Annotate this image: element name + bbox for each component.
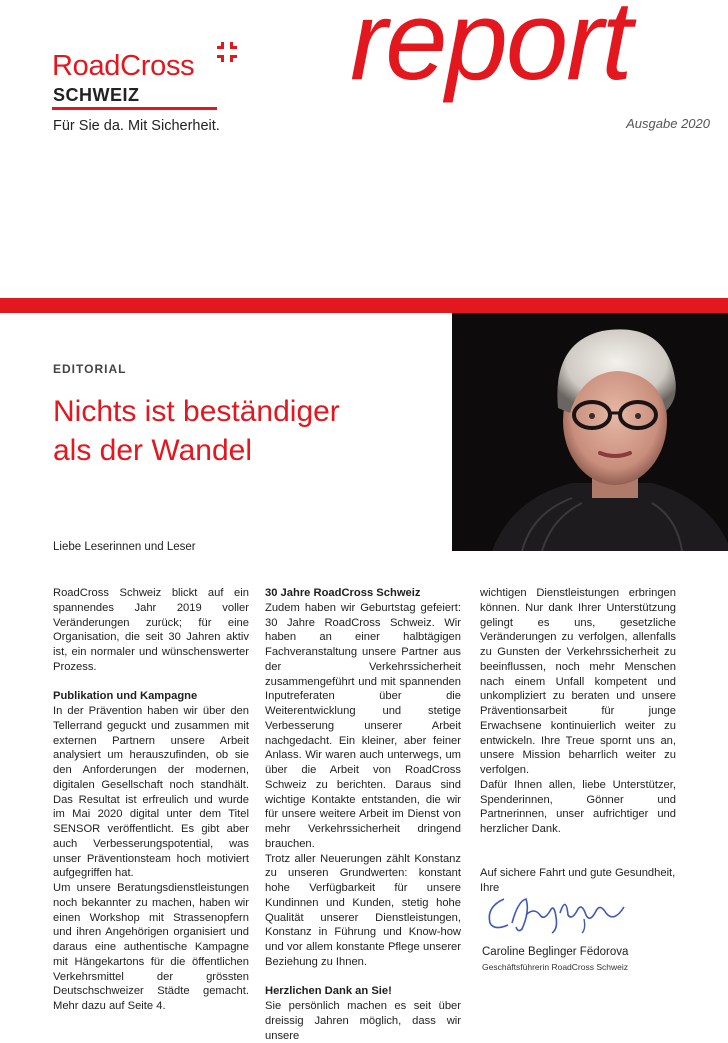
subheading-anniversary: 30 Jahre RoadCross Schweiz xyxy=(265,587,421,599)
section-label: EDITORIAL xyxy=(53,362,127,376)
paragraph: Um unsere Beratungsdienstleistungen noch bekannter zu machen, haben wir einen Workshop mit Strassenopfern und ihren Angehörigen organisiert und daraus eine authentische Kampagne mit Hängekartons für die öffentlichen Verkehrsmittel der grössten Deutschschweizer Städte gemacht. Mehr dazu auf Seite 4. xyxy=(53,882,249,1012)
paragraph: Trotz aller Neuerungen zählt Konstanz zu unseren Grundwerten: konstant hohe Verfügbarkeit für unsere Kundinnen und Kunden, stetig hohe Qualität unserer Dienstleistungen, Konstanz in Führung und Know-how und vor allem konstante Pflege unserer Beziehung zu Ihnen. xyxy=(265,852,461,968)
closing-line: Auf sichere Fahrt und gute Gesundheit, xyxy=(480,867,676,880)
text-column-3 xyxy=(480,586,676,896)
headline xyxy=(53,392,413,470)
red-divider-band xyxy=(0,298,728,313)
headline-line-2: als der Wandel xyxy=(53,434,252,467)
paragraph: In der Prävention haben wir über den Tellerrand geguckt und zusammen mit externen Partnern unsere Arbeit analysiert um herauszufinden, ob sie den Anforderungen der modernen, digitalen Gesellschaft noch standhält. Das Resultat ist erfreulich und wurde im Mai 2020 digital unter dem Titel SENSOR veröffentlicht. Es gibt aber auch Verbesserungspotential, was unser Präventionsteam hoch motiviert aufgegriffen hat. xyxy=(53,705,249,880)
intro-paragraph: RoadCross Schweiz blickt auf ein spannendes Jahr 2019 voller Veränderungen zurück; für eine Organisation, die seit 30 Jahren aktiv ist, ein normaler und wünschenswerter Prozess. xyxy=(53,587,249,673)
headline-line-1: Nichts ist beständiger xyxy=(53,395,340,428)
signer-name: Caroline Beglinger Fëdorova xyxy=(482,946,629,958)
text-column-2 xyxy=(265,586,461,1043)
salutation: Liebe Leserinnen und Leser xyxy=(53,541,196,553)
paragraph: Sie persönlich machen es seit über dreissig Jahren möglich, dass wir unsere xyxy=(265,1000,461,1042)
cross-logo-icon xyxy=(217,42,237,62)
portrait-photo xyxy=(452,313,728,551)
logo-tagline: Für Sie da. Mit Sicherheit. xyxy=(53,118,220,134)
report-title: report xyxy=(350,0,631,103)
logo-country: SCHWEIZ xyxy=(53,85,140,105)
closing-line: Ihre xyxy=(480,882,500,894)
signer-role: Geschäftsführerin RoadCross Schweiz xyxy=(482,962,628,972)
logo-underline xyxy=(52,107,217,110)
edition-label: Ausgabe 2020 xyxy=(626,116,710,131)
subheading-thanks: Herzlichen Dank an Sie! xyxy=(265,985,392,998)
signature-image xyxy=(482,889,652,934)
paragraph: wichtigen Dienstleistungen erbringen können. Nur dank Ihrer Unterstützung gelingt es uns, gesetzliche Veränderungen zu verfolgen, allenfalls zu Gunsten der Verkehrssicherheit zu beeinflussen, noch mehr Menschen nach einem Unfall kompetent und unkompliziert zu beraten und unsere Präventionsarbeit für junge Erwachsene kontinuierlich weiter zu entwickeln. Ihre Treue spornt uns an, unsere Mission beharrlich weiter zu verfolgen. xyxy=(480,587,676,776)
paragraph: Dafür Ihnen allen, liebe Unterstützer, Spenderinnen, Gönner und Partnerinnen, unser aufrichtiger und herzlicher Dank. xyxy=(480,778,676,835)
text-column-1 xyxy=(53,586,249,1014)
paragraph: Zudem haben wir Geburtstag gefeiert: 30 Jahre RoadCross Schweiz. Wir haben an einer halbtägigen Fachveranstaltung unsere Partner aus der Verkehrssicherheit zusammengeführt und mit spannenden Inputreferaten über die Weiterentwicklung und stetige Verbesserung unserer Arbeit nachgedacht. Ein kleiner, aber feiner Anlass. Wir waren auch unterwegs, um über die Arbeit von RoadCross Schweiz zu berichten. Daraus sind wichtige Kontakte entstanden, die wir für unsere weitere Arbeit im Dienst von mehr Verkehrssicherheit dringend brauchen. xyxy=(265,601,461,850)
logo-wordmark: RoadCross xyxy=(52,50,195,82)
subheading-publication: Publikation und Kampagne xyxy=(53,690,198,703)
